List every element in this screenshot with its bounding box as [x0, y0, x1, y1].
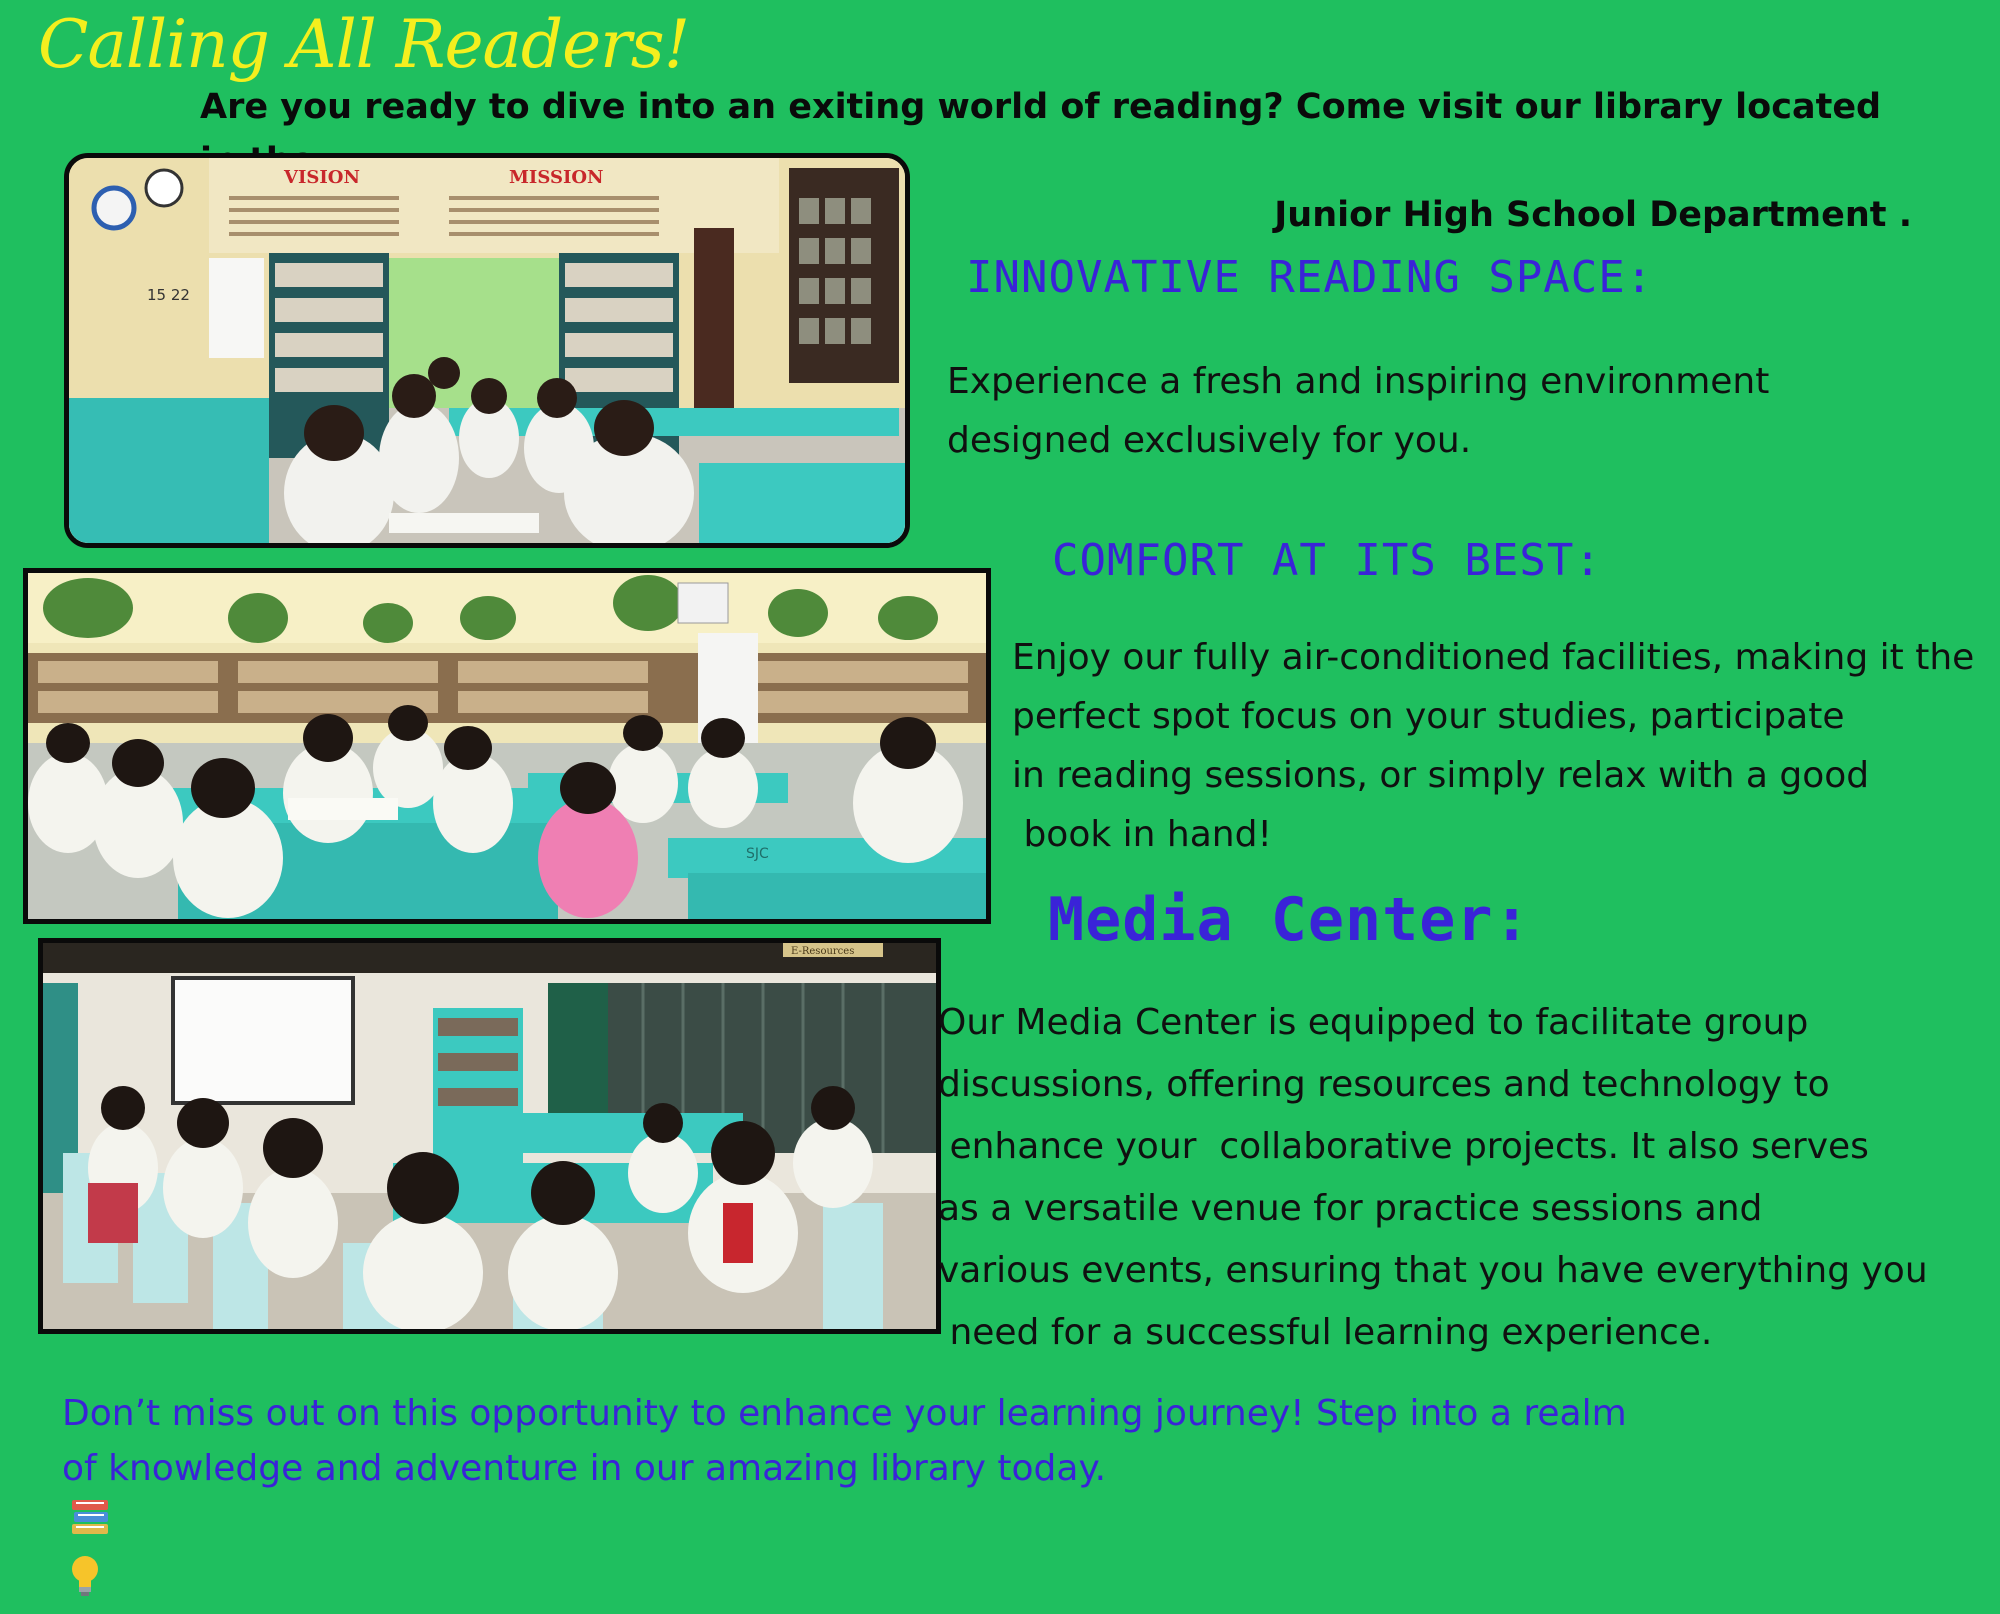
- closing-line-2: [62, 1441, 1627, 1614]
- vision-sign-text: VISION: [284, 167, 360, 188]
- books-icon: [70, 1496, 1627, 1554]
- calendar-numbers: 15 22: [147, 286, 190, 304]
- section-heading-media-center: Media Center:: [1048, 885, 1531, 955]
- table-label: SJC: [746, 846, 769, 862]
- closing-line: Don’t miss out on this opportunity to enhance your learning journey! Step into a realm: [62, 1393, 1627, 1434]
- paragraph-line: various events, ensuring that you have everything you: [938, 1250, 1928, 1291]
- paragraph-line: Experience a fresh and inspiring environment: [947, 361, 1770, 402]
- paragraph-line: need for a successful learning experience.: [938, 1312, 1713, 1353]
- banner-text: E-Resources: [791, 946, 855, 957]
- closing-text: [62, 1386, 1627, 1614]
- intro-line: Junior High School Department .: [1274, 195, 1912, 235]
- paragraph-line: Our Media Center is equipped to facilitate group: [938, 1002, 1809, 1043]
- section-text-comfort: [1012, 628, 1974, 864]
- reading-room-photo: [23, 568, 991, 924]
- intro-line: Are you ready to dive into an exiting world of reading? Come visit our library located: [200, 87, 1882, 127]
- section-text-media-center: [938, 992, 1928, 1364]
- paragraph-line: discussions, offering resources and technology to: [938, 1064, 1830, 1105]
- library-photo: [64, 153, 910, 548]
- paragraph-line: Enjoy our fully air-conditioned facilities, making it the: [1012, 637, 1975, 678]
- paragraph-line: perfect spot focus on your studies, participate: [1012, 696, 1845, 737]
- paragraph-line: as a versatile venue for practice sessions and: [938, 1188, 1763, 1229]
- mission-sign-text: MISSION: [509, 167, 604, 188]
- paragraph-line: book in hand!: [1012, 814, 1272, 855]
- paragraph-line: in reading sessions, or simply relax with a good: [1012, 755, 1870, 796]
- section-text-reading-space: [947, 352, 1769, 470]
- paragraph-line: enhance your collaborative projects. It also serves: [938, 1126, 1869, 1167]
- closing-line-text: of knowledge and adventure in our amazing library today.: [62, 1448, 1107, 1489]
- poster-title: Calling All Readers!: [38, 6, 690, 83]
- section-heading-reading-space: INNOVATIVE READING SPACE:: [966, 252, 1654, 303]
- lightbulb-icon: [70, 1554, 1627, 1614]
- media-center-photo: [38, 938, 941, 1334]
- paragraph-line: designed exclusively for you.: [947, 420, 1472, 461]
- section-heading-comfort: COMFORT AT ITS BEST:: [1052, 535, 1602, 586]
